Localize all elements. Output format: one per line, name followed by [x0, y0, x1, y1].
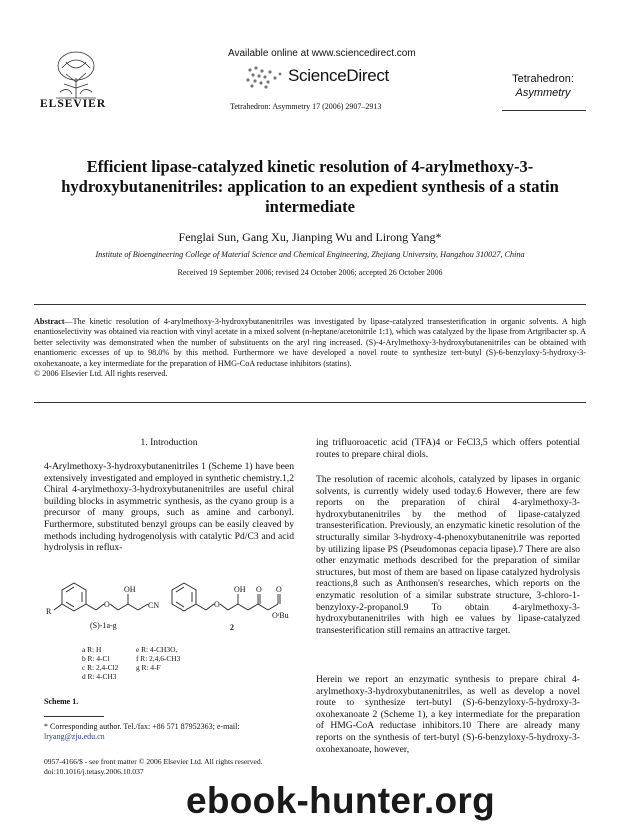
- substituent-b: b R: 4-Cl: [82, 654, 110, 663]
- availability-line: Available online at www.sciencedirect.com: [228, 48, 416, 59]
- publisher-name: ELSEVIER: [40, 98, 107, 110]
- abstract-copyright: © 2006 Elsevier Ltd. All rights reserved.: [34, 369, 168, 379]
- scheme-1-structures: [44, 580, 294, 692]
- sciencedirect-wordmark: ScienceDirect: [288, 66, 389, 85]
- elsevier-tree-icon: [52, 48, 100, 100]
- intro-paragraph-1: 4-Arylmethoxy-3-hydroxybutanenitriles 1 (Scheme 1) have been extensively investigated and employed in synthetic chemistry.1,2 Chiral 4-arylmethoxy-3-hydroxybutanenitriles are useful chiral building blocks in asymmetric synthesis, as the cyano group is a precursor of many groups, such as amine and carbonyl. Furthermore, substituted benzyl groups can be easily cleaved by methods including hydrogenolysis with catalytic Pd/C3 and acid hydrolysis in reflux-: [44, 461, 294, 554]
- issn-line: 0957-4166/$ - see front matter © 2006 Elsevier Ltd. All rights reserved.: [44, 757, 263, 766]
- journal-masthead: [500, 72, 586, 100]
- abstract-bottom-rule: [34, 402, 586, 403]
- substituent-g: g R: 4-F: [136, 663, 161, 672]
- substituent-label: R: [46, 607, 52, 616]
- journal-citation: Tetrahedron: Asymmetry 17 (2006) 2907–2913: [230, 102, 382, 111]
- masthead-rule: [502, 110, 586, 111]
- abstract: [34, 317, 586, 379]
- journal-name: Tetrahedron:: [512, 73, 574, 85]
- abstract-text: —The kinetic resolution of 4-arylmethoxy-3-hydroxybutanenitriles was investigated by lipase-catalyzed transesterification in organic solvents. A high enantioselectivity was obtained via reaction with vinyl acetate in a mixed solvent (n-heptane/acetonitrile 1:1), which was catalyzed by the lipase from Artgribacter sp. A better selectivity was demonstrated when the number of substituents on the aryl ring increased. (S)-4-Arylmethoxy-3-hydroxybutanenitriles can be obtained with enantiomeric excesses of up to 98.0% by this method. Furthermore we have developed a novel route to synthesize tert-butyl (S)-6-benzyloxy-5-hydroxy-3-oxohexanoate, a key intermediate for the preparation of HMG-CoA reductase inhibitors (statins).: [34, 317, 586, 368]
- substituent-f: f R: 2,4,6-CH3: [136, 654, 181, 663]
- journal-subtitle: Asymmetry: [515, 87, 571, 99]
- article-title: Efficient lipase-catalyzed kinetic resolution of 4-arylmethoxy-3-hydroxybutanenitriles: application to an expedient synthesis of a statin intermediate: [61, 157, 559, 216]
- section-heading: 1. Introduction: [140, 437, 198, 448]
- intro-right-paragraph-1: The resolution of racemic alcohols, catalyzed by lipases in organic solvents, is currently widely used today.6 However, there are few reports on the preparation of chiral 4-arylmethoxy-3-hydroxybutanenitriles by the method of lipase-catalyzed transesterification. Previously, an enzymatic kinetic resolution of the structurally similar 3-hydroxy-4-phenoxybutanenitrile was reported by utilizing lipase PS (Pseudomonas cepacia lipase).7 There are also other enzymatic methods described for the preparation of similar structures, but most of them are based on lipase catalyzed hydrolysis reactions,8 such as Anthonsen's researches, which reports on the enzymatic resolution of a similar substrate structure, 3-chloro-1-benzyloxy-2-propanol.9 To obtain 4-arylmethoxy-3-hydroxybutanenitriles with high ee values by lipase-catalyzed transesterification still remains an attractive target.: [316, 474, 580, 636]
- substituent-c: c R: 2,4-Cl2: [82, 663, 119, 672]
- svg-text:O: O: [214, 600, 220, 609]
- footnote-rule: [44, 716, 104, 717]
- svg-text:O: O: [276, 585, 282, 594]
- corresponding-author-footnote: [44, 722, 294, 742]
- tert-butoxy-label: OᵗBu: [272, 611, 289, 620]
- author-email-link[interactable]: lryang@zju.edu.cn: [44, 732, 105, 741]
- intro-right-paragraph-2: Herein we report an enzymatic synthesis to prepare chiral 4-arylmethoxy-3-hydroxybutanenitriles, as well as develop a novel route to synthesize tert-butyl (S)-6-benzyloxy-5-hydroxy-3-oxohexanoate 2 (Scheme 1), a key intermediate for the preparation of HMG-CoA reductase inhibitors.10 There are already many reports on the synthesis of tert-butyl (S)-6-benzyloxy-5-hydroxy-3-oxohexanoate, however,: [316, 674, 580, 755]
- substituent-a: a R: H: [82, 645, 102, 654]
- front-matter: [44, 757, 263, 776]
- hydroxyl-label-1: OH: [124, 585, 136, 594]
- footnote-text: * Corresponding author. Tel./fax: +86 571 87952363; e-mail:: [44, 722, 240, 731]
- doi-line[interactable]: doi:10.1016/j.tetasy.2006.10.037: [44, 766, 144, 776]
- abstract-top-rule: [34, 304, 586, 305]
- compound-1-label: (S)-1a-g: [90, 621, 117, 630]
- cyano-label: CN: [148, 601, 160, 610]
- abstract-label: Abstract: [34, 317, 65, 326]
- received-dates: Received 19 September 2006; revised 24 October 2006; accepted 26 October 2006: [177, 268, 443, 277]
- intro-right-paragraph-0: ing trifluoroacetic acid (TFA)4 or FeCl3,5 which offers potential routes to prepare chiral diols.: [316, 437, 580, 460]
- author-list: Fenglai Sun, Gang Xu, Jianping Wu and Lirong Yang*: [178, 230, 442, 244]
- hydroxyl-label-2: OH: [234, 585, 246, 594]
- svg-text:O: O: [104, 600, 110, 609]
- scheme-caption: Scheme 1.: [44, 697, 79, 706]
- affiliation: Institute of Bioengineering College of Material Science and Chemical Engineering, Zhejiang University, Hangzhou 310027, China: [95, 250, 525, 259]
- watermark: ebook-hunter.org: [186, 780, 496, 821]
- substituent-d: d R: 4-CH3: [82, 672, 117, 681]
- svg-text:O: O: [256, 585, 262, 594]
- substituent-e: e R: 4-CH3O,: [136, 645, 178, 654]
- compound-2-label: 2: [230, 623, 234, 632]
